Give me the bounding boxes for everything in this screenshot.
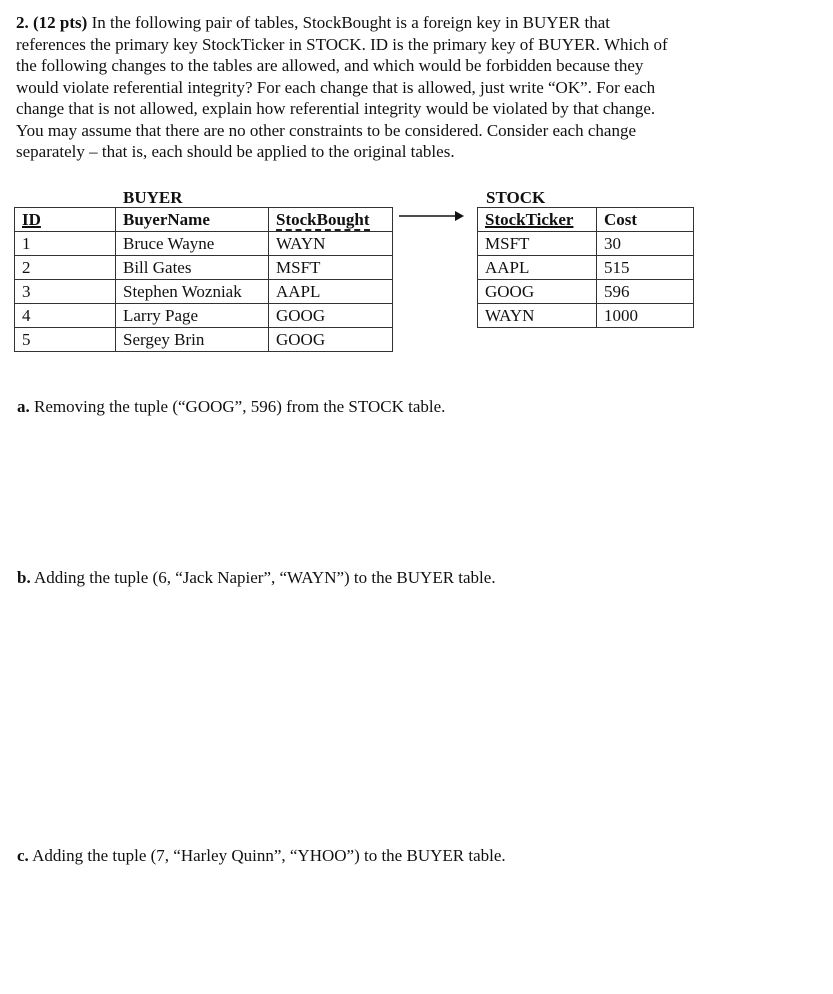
table-row xyxy=(15,256,393,280)
stock-cell-ticker: WAYN xyxy=(478,304,597,328)
table-row xyxy=(15,304,393,328)
buyer-cell-stock: MSFT xyxy=(269,256,393,280)
question-line-4: would violate referential integrity? For each change that is allowed, just write “OK”. For each xyxy=(16,77,656,97)
buyer-cell-name: Stephen Wozniak xyxy=(116,280,269,304)
table-row xyxy=(15,328,393,352)
part-a-letter: a. xyxy=(17,397,30,416)
buyer-cell-id: 4 xyxy=(15,304,116,328)
buyer-table xyxy=(14,207,393,352)
question-points: (12 pts) xyxy=(33,13,88,32)
buyer-header-row xyxy=(15,208,393,232)
table-row xyxy=(478,232,694,256)
stock-header-row xyxy=(478,208,694,232)
stock-table xyxy=(477,207,694,328)
part-b xyxy=(17,567,496,588)
part-b-letter: b. xyxy=(17,568,31,587)
stock-cell-ticker: AAPL xyxy=(478,256,597,280)
table-row xyxy=(15,232,393,256)
buyer-cell-stock: WAYN xyxy=(269,232,393,256)
stock-header-stockticker: StockTicker xyxy=(478,208,597,232)
table-row xyxy=(478,304,694,328)
part-a xyxy=(17,396,445,417)
question-line-6: You may assume that there are no other constraints to be considered. Consider each change xyxy=(16,120,637,140)
buyer-table-title: BUYER xyxy=(123,188,183,207)
question-number: 2. xyxy=(16,13,29,32)
stock-cell-cost: 515 xyxy=(597,256,694,280)
table-row xyxy=(478,256,694,280)
question-line-5: change that is not allowed, explain how referential integrity would be violated by that change. xyxy=(16,99,656,118)
buyer-cell-id: 3 xyxy=(15,280,116,304)
stock-cell-cost: 1000 xyxy=(597,304,694,328)
question-line-1 xyxy=(16,12,756,34)
buyer-cell-id: 5 xyxy=(15,328,116,352)
buyer-cell-name: Bill Gates xyxy=(116,256,269,280)
question-line-2: references the primary key StockTicker in STOCK. ID is the primary key of BUYER. Which of xyxy=(16,34,668,54)
question-text xyxy=(16,12,756,163)
stock-cell-ticker: GOOG xyxy=(478,280,597,304)
question-line-3: the following changes to the tables are allowed, and which would be forbidden because they xyxy=(16,56,644,75)
buyer-cell-name: Sergey Brin xyxy=(116,328,269,352)
stock-cell-cost: 30 xyxy=(597,232,694,256)
buyer-header-id: ID xyxy=(15,208,116,232)
buyer-cell-stock: GOOG xyxy=(269,304,393,328)
stock-cell-cost: 596 xyxy=(597,280,694,304)
buyer-header-stockbought: StockBought xyxy=(269,208,393,232)
foreign-key-arrow-icon xyxy=(399,208,465,224)
part-c-letter: c. xyxy=(17,846,29,865)
question-line-1-text: In the following pair of tables, StockBought is a foreign key in BUYER that xyxy=(91,13,610,32)
part-c xyxy=(17,845,506,866)
buyer-cell-name: Larry Page xyxy=(116,304,269,328)
buyer-cell-name: Bruce Wayne xyxy=(116,232,269,256)
table-row xyxy=(15,280,393,304)
table-row xyxy=(478,280,694,304)
stock-header-cost: Cost xyxy=(597,208,694,232)
buyer-header-buyername: BuyerName xyxy=(116,208,269,232)
buyer-cell-stock: GOOG xyxy=(269,328,393,352)
stock-cell-ticker: MSFT xyxy=(478,232,597,256)
part-b-text: Adding the tuple (6, “Jack Napier”, “WAYN”) to the BUYER table. xyxy=(34,568,496,587)
buyer-cell-stock: AAPL xyxy=(269,280,393,304)
question-line-7: separately – that is, each should be applied to the original tables. xyxy=(16,142,455,161)
buyer-cell-id: 1 xyxy=(15,232,116,256)
stock-table-title: STOCK xyxy=(486,188,546,207)
buyer-cell-id: 2 xyxy=(15,256,116,280)
part-a-text: Removing the tuple (“GOOG”, 596) from the STOCK table. xyxy=(34,397,446,416)
part-c-text: Adding the tuple (7, “Harley Quinn”, “YHOO”) to the BUYER table. xyxy=(32,846,506,865)
